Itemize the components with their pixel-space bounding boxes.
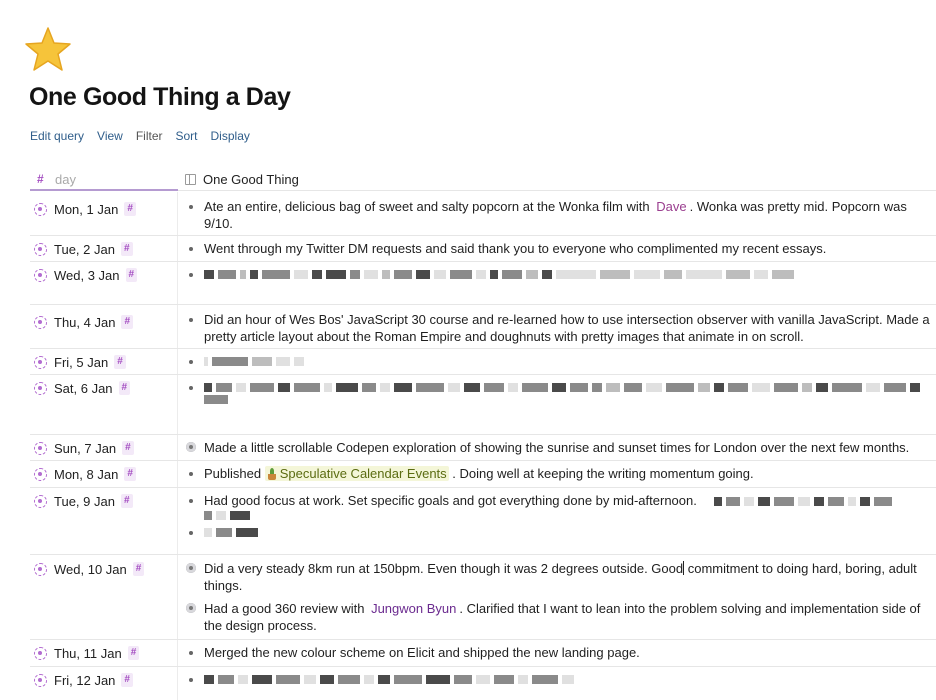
redacted-text [204,524,930,537]
day-cell[interactable]: Sat, 6 Jan # [30,379,130,397]
table-row [30,305,936,349]
redacted-text [204,509,930,520]
journal-day-icon [34,356,47,369]
column-header-day[interactable]: # day [30,168,178,191]
day-cell[interactable]: Mon, 8 Jan # [30,465,136,483]
day-cell[interactable]: Wed, 10 Jan # [30,560,144,578]
redacted-list-item[interactable] [185,266,930,279]
plant-icon [267,468,277,480]
redacted-list-item[interactable] [185,379,930,404]
tag-badge[interactable]: # [121,242,133,256]
redacted-text [204,266,930,279]
table-row [30,236,936,262]
day-cell[interactable]: Tue, 2 Jan # [30,240,133,258]
tag-badge[interactable]: # [121,673,133,687]
journal-day-icon [34,316,47,329]
edit-query-button[interactable]: Edit query [30,129,85,143]
journal-day-icon [34,647,47,660]
tag-badge[interactable]: # [119,381,131,395]
list-item[interactable]: Went through my Twitter DM requests and said thank you to everyone who complimented my recent essays. [185,240,930,257]
view-button[interactable]: View [97,129,123,143]
day-cell[interactable]: Fri, 5 Jan # [30,353,126,371]
journal-day-icon [34,563,47,576]
table-row [30,435,936,461]
table-header [30,168,936,191]
sort-button[interactable]: Sort [175,129,198,143]
redacted-list-item[interactable] [185,353,930,366]
table-row [30,555,936,640]
day-cell[interactable]: Fri, 12 Jan # [30,671,133,689]
column-header-one-good-thing[interactable]: One Good Thing [185,172,299,187]
tag-badge[interactable]: # [124,467,136,481]
display-button[interactable]: Display [210,129,250,143]
tag-badge[interactable]: # [126,268,138,282]
query-table [30,168,936,688]
redacted-text [714,497,892,506]
list-item[interactable]: Did a very steady 8km run at 150bpm. Even though it was 2 degrees outside. Good commitment to doing hard, boring, adult things. [185,560,930,594]
redacted-list-item[interactable] [185,671,930,684]
journal-day-icon [34,203,47,216]
tag-badge[interactable]: # [121,494,133,508]
journal-day-icon [34,495,47,508]
tag-badge[interactable]: # [128,646,140,660]
redacted-text [204,379,930,404]
day-cell[interactable]: Mon, 1 Jan # [30,200,136,218]
star-icon [24,26,72,72]
query-toolbar [30,129,263,143]
day-cell[interactable]: Wed, 3 Jan # [30,266,137,284]
tag-badge[interactable]: # [124,202,136,216]
list-item[interactable]: Ate an entire, delicious bag of sweet and salty popcorn at the Wonka film with Dave . Wonka was pretty mid. Popcorn was 9/10. [185,198,930,232]
journal-day-icon [34,468,47,481]
tag-badge[interactable]: # [133,562,145,576]
table-row [30,375,936,435]
tag-badge[interactable]: # [114,355,126,369]
list-item[interactable]: Made a little scrollable Codepen exploration of showing the sunrise and sunset times for London over the next few months. [185,439,930,456]
redacted-text [204,671,930,684]
table-row [30,488,936,555]
journal-day-icon [34,674,47,687]
journal-day-icon [34,269,47,282]
day-cell[interactable]: Thu, 11 Jan # [30,644,139,662]
page-icon [185,174,196,185]
list-item[interactable]: Had a good 360 review with Jungwon Byun . Clarified that I want to lean into the problem solving and implementation side of the design process. [185,600,930,634]
tag-badge[interactable]: # [121,315,133,329]
tag-badge[interactable]: # [122,441,134,455]
table-row [30,262,936,305]
filter-button[interactable]: Filter [135,129,163,143]
list-item[interactable]: Published Speculative Calendar Events . Doing well at keeping the writing momentum going. [185,465,930,482]
day-cell[interactable]: Tue, 9 Jan # [30,492,133,510]
redacted-list-item[interactable] [185,524,930,537]
journal-day-icon [34,243,47,256]
redacted-text [204,353,930,366]
day-cell[interactable]: Thu, 4 Jan # [30,313,133,331]
list-item[interactable]: Had good focus at work. Set specific goals and got everything done by mid-afternoon. [185,492,930,520]
list-item[interactable]: Merged the new colour scheme on Elicit and shipped the new landing page. [185,644,930,661]
journal-day-icon [34,442,47,455]
table-row [30,640,936,667]
person-mention[interactable]: Jungwon Byun [371,601,457,616]
table-row [30,667,936,700]
table-row [30,349,936,375]
page-link[interactable]: Speculative Calendar Events [265,466,449,481]
page-title: One Good Thing a Day [29,83,291,111]
table-row [30,461,936,488]
hash-icon: # [37,172,44,186]
table-row [30,192,936,236]
journal-day-icon [34,382,47,395]
person-mention[interactable]: Dave [656,199,687,214]
list-item[interactable]: Did an hour of Wes Bos' JavaScript 30 course and re-learned how to use intersection observer with vanilla JavaScript. Made a pretty article layout about the Roman Empire and doughnuts with pretty images that animate in on scroll. [185,311,930,345]
day-cell[interactable]: Sun, 7 Jan # [30,439,134,457]
